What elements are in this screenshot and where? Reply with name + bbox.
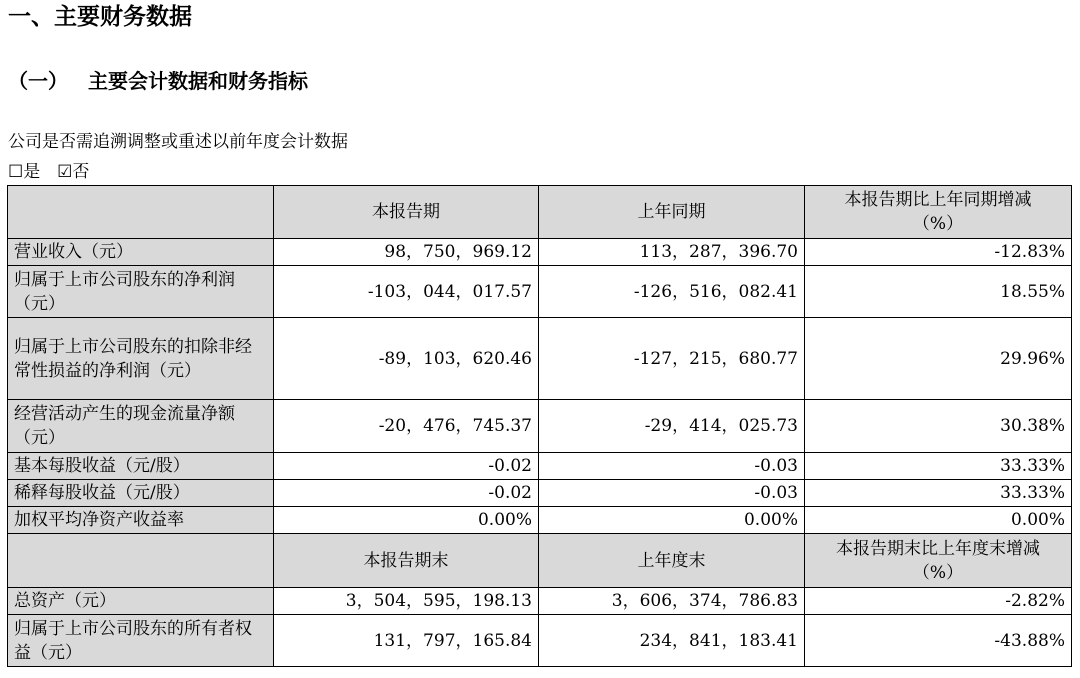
row-change-value: 0.00%	[805, 507, 1072, 534]
table-row	[8, 588, 1072, 615]
row-change-value: -43.88%	[805, 615, 1072, 667]
table-row	[8, 266, 1072, 318]
row-label: 加权平均净资产收益率	[8, 507, 274, 534]
row-change-value: -2.82%	[805, 588, 1072, 615]
row-label: 营业收入（元）	[8, 239, 274, 266]
row-label: 稀释每股收益（元/股）	[8, 480, 274, 507]
row-prior-value: 0.00%	[539, 507, 805, 534]
table-row	[8, 615, 1072, 667]
row-label: 归属于上市公司股东的净利润（元）	[8, 266, 274, 318]
table-row	[8, 480, 1072, 507]
header-period-end: 本报告期末	[274, 534, 539, 588]
checkbox-unchecked-icon: ☐	[8, 162, 24, 182]
header-prior-period: 上年同期	[539, 186, 805, 239]
row-change-value: 33.33%	[805, 480, 1072, 507]
option-no-label: 否	[72, 162, 90, 182]
row-current-value: 3，504，595，198.13	[274, 588, 539, 615]
row-prior-value: 3，606，374，786.83	[539, 588, 805, 615]
table-row	[8, 507, 1072, 534]
row-change-value: -12.83%	[805, 239, 1072, 266]
row-label: 总资产（元）	[8, 588, 274, 615]
row-change-value: 30.38%	[805, 400, 1072, 453]
row-current-value: -0.02	[274, 480, 539, 507]
row-prior-value: -0.03	[539, 480, 805, 507]
row-current-value: -103，044，017.57	[274, 266, 539, 318]
row-current-value: 0.00%	[274, 507, 539, 534]
header-current-period: 本报告期	[274, 186, 539, 239]
table-row	[8, 400, 1072, 453]
checkbox-checked-icon: ☑	[57, 162, 73, 182]
row-prior-value: -29，414，025.73	[539, 400, 805, 453]
subsection-title: 主要会计数据和财务指标	[88, 69, 308, 93]
row-current-value: 98，750，969.12	[274, 239, 539, 266]
row-prior-value: 234，841，183.41	[539, 615, 805, 667]
table-row	[8, 318, 1072, 400]
row-current-value: -89，103，620.46	[274, 318, 539, 400]
row-label: 归属于上市公司股东的扣除非经常性损益的净利润（元）	[8, 318, 274, 400]
option-yes-label: 是	[23, 162, 41, 182]
subsection-heading	[8, 64, 308, 98]
financial-data-table	[7, 185, 1072, 667]
row-change-value: 29.96%	[805, 318, 1072, 400]
subsection-number: （一）	[8, 69, 68, 93]
restatement-options	[8, 160, 89, 184]
row-label: 基本每股收益（元/股）	[8, 453, 274, 480]
row-prior-value: -127，215，680.77	[539, 318, 805, 400]
row-prior-value: -126，516，082.41	[539, 266, 805, 318]
restatement-question: 公司是否需追溯调整或重述以前年度会计数据	[8, 132, 348, 152]
header-change-line1: 本报告期比上年同期增减	[844, 190, 1032, 210]
row-current-value: -0.02	[274, 453, 539, 480]
table-header-row	[8, 534, 1072, 588]
header-blank-cell	[8, 534, 274, 588]
header-change-line2: （%）	[912, 562, 964, 583]
row-current-value: -20，476，745.37	[274, 400, 539, 453]
table-row	[8, 453, 1072, 480]
section-title: 一、主要财务数据	[8, 4, 192, 30]
header-change-line2: （%）	[912, 214, 964, 234]
row-label: 经营活动产生的现金流量净额（元）	[8, 400, 274, 453]
row-change-value: 33.33%	[805, 453, 1072, 480]
table-row	[8, 239, 1072, 266]
row-prior-value: 113，287，396.70	[539, 239, 805, 266]
table-header-row	[8, 186, 1072, 239]
row-current-value: 131，797，165.84	[274, 615, 539, 667]
header-prior-year-end: 上年度末	[539, 534, 805, 588]
header-blank-cell	[8, 186, 274, 239]
row-label: 归属于上市公司股东的所有者权益（元）	[8, 615, 274, 667]
row-change-value: 18.55%	[805, 266, 1072, 318]
row-prior-value: -0.03	[539, 453, 805, 480]
header-change-pct	[805, 534, 1072, 588]
header-change-line1: 本报告期末比上年度末增减	[836, 538, 1040, 559]
header-change-pct	[805, 186, 1072, 239]
